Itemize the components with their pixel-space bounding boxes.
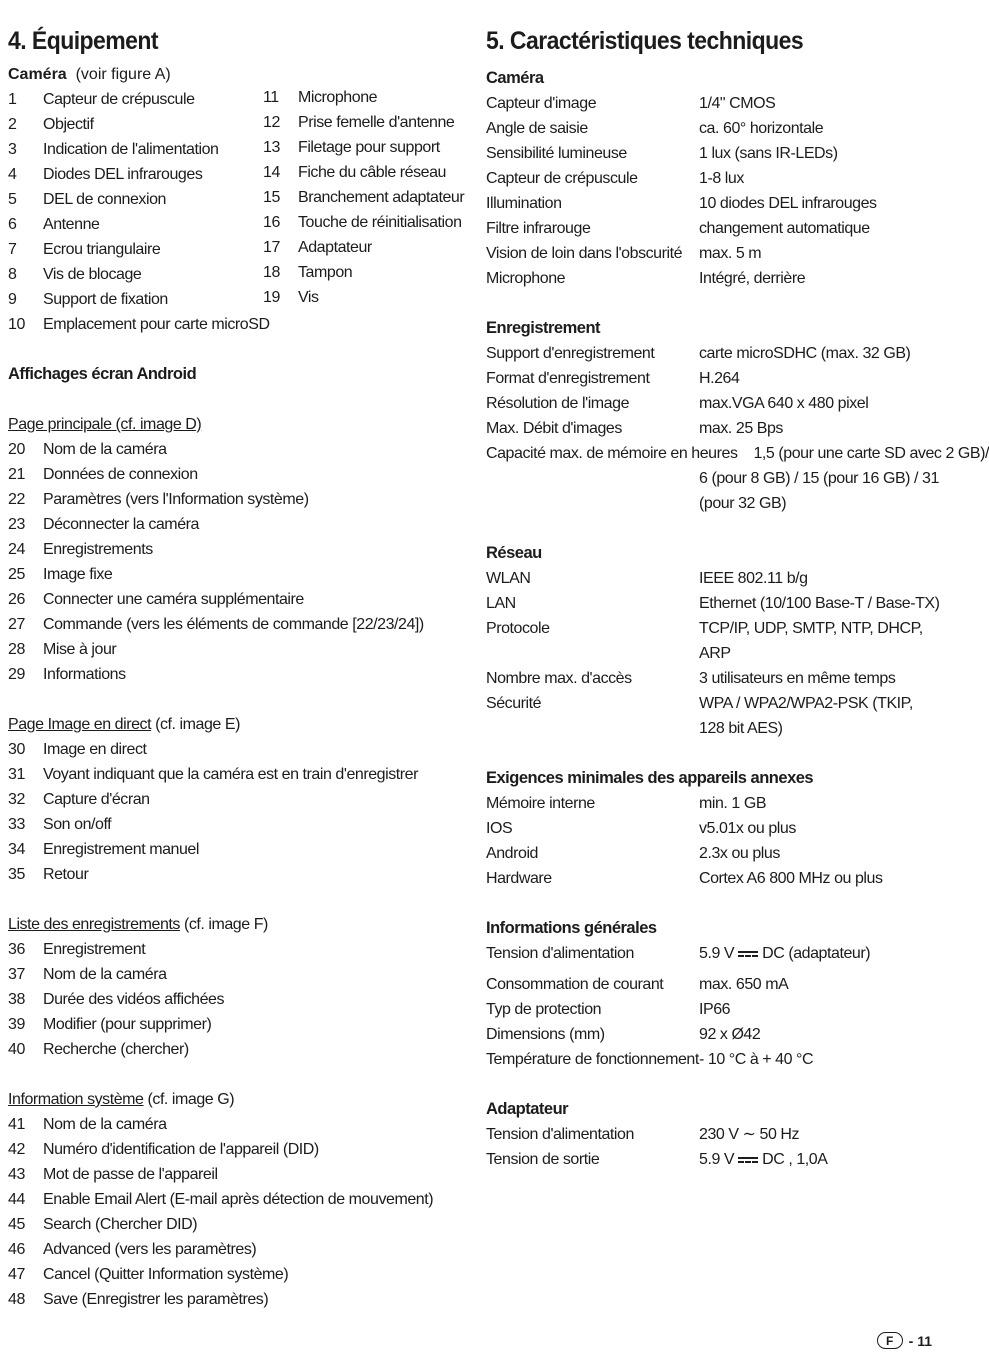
item-number: 28 <box>8 641 25 658</box>
spec-general-heading: Informations générales <box>486 919 657 937</box>
camera-parts-col-1 <box>8 87 270 337</box>
spec-requirements-heading: Exigences minimales des appareils annexes <box>486 769 814 787</box>
item-label: Informations <box>43 666 126 683</box>
live-page-item <box>8 812 470 837</box>
spec-key: LAN <box>486 595 516 612</box>
specs-column <box>486 26 989 1172</box>
item-number: 17 <box>263 239 280 256</box>
item-label: Mise à jour <box>43 641 117 658</box>
item-label: Capture d'écran <box>43 791 150 808</box>
spec-value: IEEE 802.11 b/g <box>699 570 808 587</box>
item-label: Fiche du câble réseau <box>298 164 446 181</box>
item-label: Commande (vers les éléments de commande [22/23/24]) <box>43 616 424 633</box>
dc-symbol-icon <box>738 1155 758 1165</box>
camera-parts-list <box>8 87 470 337</box>
spec-value: changement automatique <box>699 220 870 237</box>
spec-row <box>486 266 942 291</box>
item-number: 8 <box>8 266 17 283</box>
camera-part-item <box>8 287 263 312</box>
item-number: 29 <box>8 666 25 683</box>
item-label: Cancel (Quitter Information système) <box>43 1266 289 1283</box>
item-label: Connecter une caméra supplémentaire <box>43 591 304 608</box>
spec-recording-heading: Enregistrement <box>486 319 601 337</box>
spec-value: max. 5 m <box>699 245 762 262</box>
item-number: 46 <box>8 1241 25 1258</box>
item-number: 20 <box>8 441 25 458</box>
item-label: Tampon <box>298 264 353 281</box>
recordings-list-item <box>8 1012 470 1037</box>
spec-value: 230 V ∼ 50 Hz <box>699 1126 800 1143</box>
main-page-heading-underlined: Page principale (cf. image D) <box>8 416 202 433</box>
system-info-item <box>8 1262 470 1287</box>
spec-value: carte microSDHC (max. 32 GB) <box>699 345 911 362</box>
item-number: 45 <box>8 1216 25 1233</box>
item-label: Enable Email Alert (E-mail après détection de mouvement) <box>43 1191 434 1208</box>
camera-parts-heading-ref: (voir figure A) <box>75 66 171 83</box>
recordings-list-items <box>8 937 470 1062</box>
spec-key: Format d'enregistrement <box>486 370 650 387</box>
spec-value: 92 x Ø42 <box>699 1026 761 1043</box>
spec-general-rows <box>486 972 942 1072</box>
item-label: Support de fixation <box>43 291 168 308</box>
item-number: 31 <box>8 766 25 783</box>
camera-part-item <box>263 260 473 285</box>
item-label: Mot de passe de l'appareil <box>43 1166 218 1183</box>
camera-part-item <box>263 235 473 260</box>
recordings-list-item <box>8 987 470 1012</box>
item-number: 11 <box>263 89 279 106</box>
live-page-heading-ref: (cf. image E) <box>151 716 240 733</box>
spec-key: Capteur de crépuscule <box>486 170 638 187</box>
spec-value: max. 25 Bps <box>699 420 783 437</box>
live-page-item <box>8 862 470 887</box>
camera-part-item <box>263 85 473 110</box>
live-page-item <box>8 737 470 762</box>
android-screens-heading: Affichages écran Android <box>8 365 197 383</box>
spec-key: IOS <box>486 820 513 837</box>
camera-part-item <box>8 87 263 112</box>
item-number: 2 <box>8 116 17 133</box>
main-page-item <box>8 637 470 662</box>
item-number: 24 <box>8 541 25 558</box>
system-info-item <box>8 1187 470 1212</box>
spec-value: IP66 <box>699 1001 731 1018</box>
item-number: 37 <box>8 966 25 983</box>
spec-value: Ethernet (10/100 Base-T / Base-TX) <box>699 595 940 612</box>
item-number: 41 <box>8 1116 25 1133</box>
spec-row-adapter-input <box>486 1122 942 1147</box>
spec-camera-rows <box>486 91 942 291</box>
item-number: 26 <box>8 591 25 608</box>
item-label: Indication de l'alimentation <box>43 141 219 158</box>
spec-row <box>486 1047 942 1072</box>
live-page-item <box>8 762 470 787</box>
camera-part-item <box>8 112 263 137</box>
main-page-heading <box>8 412 470 437</box>
item-label: Son on/off <box>43 816 112 833</box>
item-number: 14 <box>263 164 280 181</box>
spec-row <box>486 416 942 441</box>
spec-output-voltage: 5.9 V <box>699 1151 735 1168</box>
specs-title: 5. Caractéristiques techniques <box>486 27 804 55</box>
page-footer <box>877 1332 932 1349</box>
spec-value: max.VGA 640 x 480 pixel <box>699 395 869 412</box>
item-label: Search (Chercher DID) <box>43 1216 198 1233</box>
live-page-item <box>8 787 470 812</box>
spec-row <box>486 591 942 616</box>
spec-supply-note: DC (adaptateur) <box>762 945 871 962</box>
spec-network-heading: Réseau <box>486 544 542 562</box>
spec-value: WPA / WPA2/WPA2-PSK (TKIP, 128 bit AES) <box>699 695 913 737</box>
recordings-list-heading-ref: (cf. image F) <box>179 916 268 933</box>
item-number: 38 <box>8 991 25 1008</box>
spec-key: Mémoire interne <box>486 795 595 812</box>
spec-row <box>486 866 942 891</box>
item-number: 16 <box>263 214 280 231</box>
main-page-item <box>8 437 470 462</box>
equipment-column <box>8 26 470 1312</box>
spec-value: 3 utilisateurs en même temps <box>699 670 896 687</box>
item-label: Image en direct <box>43 741 147 758</box>
spec-row <box>486 997 942 1022</box>
recordings-list-item <box>8 937 470 962</box>
item-number: 12 <box>263 114 280 131</box>
item-number: 10 <box>8 316 25 333</box>
main-page-item <box>8 537 470 562</box>
system-info-items <box>8 1112 470 1312</box>
item-label: Modifier (pour supprimer) <box>43 1016 212 1033</box>
spec-row <box>486 1022 942 1047</box>
spec-key: Typ de protection <box>486 1001 602 1018</box>
spec-value: H.264 <box>699 370 740 387</box>
item-label: Touche de réinitialisation <box>298 214 462 231</box>
item-number: 15 <box>263 189 280 206</box>
live-page-item <box>8 837 470 862</box>
item-label: Image fixe <box>43 566 113 583</box>
dc-symbol-icon <box>738 949 758 959</box>
system-info-heading-underlined: Information système <box>8 1091 144 1108</box>
camera-part-item <box>8 212 263 237</box>
spec-key: Max. Débit d'images <box>486 420 622 437</box>
spec-row <box>486 141 942 166</box>
spec-requirements-rows <box>486 791 942 891</box>
item-label: Durée des vidéos affichées <box>43 991 225 1008</box>
item-number: 27 <box>8 616 25 633</box>
recordings-list-heading-underlined: Liste des enregistrements <box>8 916 180 933</box>
spec-supply-voltage: 5.9 V <box>699 945 735 962</box>
system-info-item <box>8 1237 470 1262</box>
spec-value: 1/4" CMOS <box>699 95 776 112</box>
spec-row-adapter-output <box>486 1147 942 1172</box>
spec-row <box>486 166 942 191</box>
spec-row <box>486 191 942 216</box>
item-number: 23 <box>8 516 25 533</box>
spec-key: Sensibilité lumineuse <box>486 145 627 162</box>
spec-key: Angle de saisie <box>486 120 588 137</box>
item-label: Microphone <box>298 89 378 106</box>
spec-row-supply-voltage <box>486 941 942 966</box>
item-number: 18 <box>263 264 280 281</box>
item-label: Save (Enregistrer les paramètres) <box>43 1291 269 1308</box>
item-label: Recherche (chercher) <box>43 1041 189 1058</box>
spec-key: Protocole <box>486 620 550 637</box>
spec-output-note: DC , 1,0A <box>762 1151 828 1168</box>
item-number: 40 <box>8 1041 25 1058</box>
item-number: 48 <box>8 1291 25 1308</box>
item-number: 6 <box>8 216 17 233</box>
item-label: Filetage pour support <box>298 139 440 156</box>
item-label: Nom de la caméra <box>43 1116 167 1133</box>
item-number: 4 <box>8 166 17 183</box>
spec-value: Cortex A6 800 MHz ou plus <box>699 870 883 887</box>
camera-part-item <box>263 210 473 235</box>
system-info-item <box>8 1212 470 1237</box>
main-page-item <box>8 487 470 512</box>
item-label: Enregistrement manuel <box>43 841 199 858</box>
item-label: Vis de blocage <box>43 266 142 283</box>
item-number: 22 <box>8 491 25 508</box>
recordings-list-heading <box>8 912 470 937</box>
camera-part-item <box>8 137 263 162</box>
spec-capacity-value-1: 1,5 (pour une carte SD avec 2 GB)/ <box>753 445 989 462</box>
camera-part-item <box>8 262 263 287</box>
spec-key: Résolution de l'image <box>486 395 630 412</box>
spec-key: Tension de sortie <box>486 1151 600 1168</box>
spec-capacity-key: Capacité max. de mémoire en heures <box>486 445 738 462</box>
recordings-list-item <box>8 1037 470 1062</box>
item-number: 9 <box>8 291 17 308</box>
item-number: 47 <box>8 1266 25 1283</box>
spec-recording-rows <box>486 341 942 441</box>
item-number: 44 <box>8 1191 25 1208</box>
camera-parts-heading-bold: Caméra <box>8 66 67 83</box>
camera-parts-col-2 <box>263 85 473 310</box>
item-label: Enregistrement <box>43 941 146 958</box>
item-number: 19 <box>263 289 280 306</box>
spec-key: Nombre max. d'accès <box>486 670 632 687</box>
spec-row <box>486 391 942 416</box>
system-info-item <box>8 1162 470 1187</box>
camera-part-item <box>8 187 263 212</box>
system-info-item <box>8 1137 470 1162</box>
spec-row <box>486 116 942 141</box>
spec-capacity-value-2: 6 (pour 8 GB) / 15 (pour 16 GB) / 31 (pour 32 GB) <box>699 470 939 512</box>
system-info-item <box>8 1112 470 1137</box>
spec-row <box>486 241 942 266</box>
spec-value: 2.3x ou plus <box>699 845 780 862</box>
spec-key: Température de fonctionnement <box>486 1051 699 1068</box>
camera-part-item <box>263 185 473 210</box>
item-label: Objectif <box>43 116 94 133</box>
spec-row <box>486 566 942 591</box>
spec-key: Vision de loin dans l'obscurité <box>486 245 683 262</box>
item-label: DEL de connexion <box>43 191 166 208</box>
spec-value: Intégré, derrière <box>699 270 806 287</box>
item-label: Enregistrements <box>43 541 153 558</box>
camera-part-item <box>263 110 473 135</box>
main-page-item <box>8 612 470 637</box>
recordings-list-item <box>8 962 470 987</box>
camera-part-item <box>263 135 473 160</box>
spec-row <box>486 691 942 741</box>
spec-row <box>486 341 942 366</box>
spec-row <box>486 91 942 116</box>
camera-part-item <box>263 160 473 185</box>
item-label: Paramètres (vers l'Information système) <box>43 491 309 508</box>
item-number: 25 <box>8 566 25 583</box>
camera-parts-heading <box>8 62 470 87</box>
item-label: Capteur de crépuscule <box>43 91 195 108</box>
equipment-title: 4. Équipement <box>8 27 159 55</box>
spec-key: Tension d'alimentation <box>486 945 634 962</box>
live-page-heading-underlined: Page Image en direct <box>8 716 152 733</box>
spec-key: WLAN <box>486 570 531 587</box>
spec-key: Capteur d'image <box>486 95 597 112</box>
spec-camera-heading: Caméra <box>486 69 544 87</box>
item-number: 1 <box>8 91 17 108</box>
main-page-item <box>8 562 470 587</box>
spec-key: Dimensions (mm) <box>486 1026 605 1043</box>
spec-row <box>486 791 942 816</box>
item-number: 35 <box>8 866 25 883</box>
item-label: Voyant indiquant que la caméra est en train d'enregistrer <box>43 766 418 783</box>
spec-key: Microphone <box>486 270 566 287</box>
language-badge: F <box>877 1332 903 1349</box>
item-number: 36 <box>8 941 25 958</box>
item-label: Branchement adaptateur <box>298 189 465 206</box>
main-page-items <box>8 437 470 687</box>
item-number: 42 <box>8 1141 25 1158</box>
item-label: Données de connexion <box>43 466 198 483</box>
live-page-heading <box>8 712 470 737</box>
spec-value: 10 diodes DEL infrarouges <box>699 195 877 212</box>
spec-row <box>486 841 942 866</box>
live-page-items <box>8 737 470 887</box>
item-label: Emplacement pour carte microSD <box>43 316 270 333</box>
item-label: Antenne <box>43 216 100 233</box>
item-number: 43 <box>8 1166 25 1183</box>
system-info-item <box>8 1287 470 1312</box>
spec-row <box>486 366 942 391</box>
spec-key: Consommation de courant <box>486 976 664 993</box>
spec-value: max. 650 mA <box>699 976 789 993</box>
camera-part-item <box>263 285 473 310</box>
spec-key: Illumination <box>486 195 562 212</box>
item-number: 5 <box>8 191 17 208</box>
item-label: Adaptateur <box>298 239 372 256</box>
spec-key: Tension d'alimentation <box>486 1126 634 1143</box>
spec-row <box>486 666 942 691</box>
spec-key: Support d'enregistrement <box>486 345 655 362</box>
item-number: 3 <box>8 141 17 158</box>
item-label: Vis <box>298 289 319 306</box>
spec-value: 1-8 lux <box>699 170 744 187</box>
spec-value: min. 1 GB <box>699 795 767 812</box>
spec-value: v5.01x ou plus <box>699 820 796 837</box>
spec-key: Filtre infrarouge <box>486 220 591 237</box>
main-page-item <box>8 462 470 487</box>
item-label: Nom de la caméra <box>43 966 167 983</box>
item-number: 34 <box>8 841 25 858</box>
spec-value: - 10 °C à + 40 °C <box>699 1051 814 1068</box>
item-label: Advanced (vers les paramètres) <box>43 1241 257 1258</box>
main-page-item <box>8 662 470 687</box>
spec-row-capacity <box>486 441 989 516</box>
spec-row <box>486 972 942 997</box>
item-label: Diodes DEL infrarouges <box>43 166 203 183</box>
main-page-item <box>8 512 470 537</box>
spec-value: 1 lux (sans IR-LEDs) <box>699 145 838 162</box>
spec-row <box>486 816 942 841</box>
item-number: 39 <box>8 1016 25 1033</box>
spec-value: ca. 60° horizontale <box>699 120 824 137</box>
spec-key: Android <box>486 845 538 862</box>
item-number: 7 <box>8 241 17 258</box>
camera-part-item <box>8 162 263 187</box>
item-label: Déconnecter la caméra <box>43 516 199 533</box>
item-label: Ecrou triangulaire <box>43 241 161 258</box>
item-label: Retour <box>43 866 89 883</box>
item-number: 33 <box>8 816 25 833</box>
spec-row <box>486 616 942 666</box>
system-info-heading <box>8 1087 470 1112</box>
item-label: Numéro d'identification de l'appareil (DID) <box>43 1141 319 1158</box>
spec-adapter-heading: Adaptateur <box>486 1100 569 1118</box>
main-page-item <box>8 587 470 612</box>
item-label: Prise femelle d'antenne <box>298 114 455 131</box>
spec-key: Hardware <box>486 870 552 887</box>
system-info-heading-ref: (cf. image G) <box>143 1091 235 1108</box>
spec-value: TCP/IP, UDP, SMTP, NTP, DHCP, ARP <box>699 620 923 662</box>
item-number: 30 <box>8 741 25 758</box>
item-number: 13 <box>263 139 280 156</box>
item-number: 32 <box>8 791 25 808</box>
page-number: - 11 <box>908 1332 932 1349</box>
spec-row <box>486 216 942 241</box>
item-label: Nom de la caméra <box>43 441 167 458</box>
camera-part-item <box>8 312 270 337</box>
spec-network-rows <box>486 566 942 741</box>
spec-key: Sécurité <box>486 695 542 712</box>
item-number: 21 <box>8 466 25 483</box>
camera-part-item <box>8 237 263 262</box>
